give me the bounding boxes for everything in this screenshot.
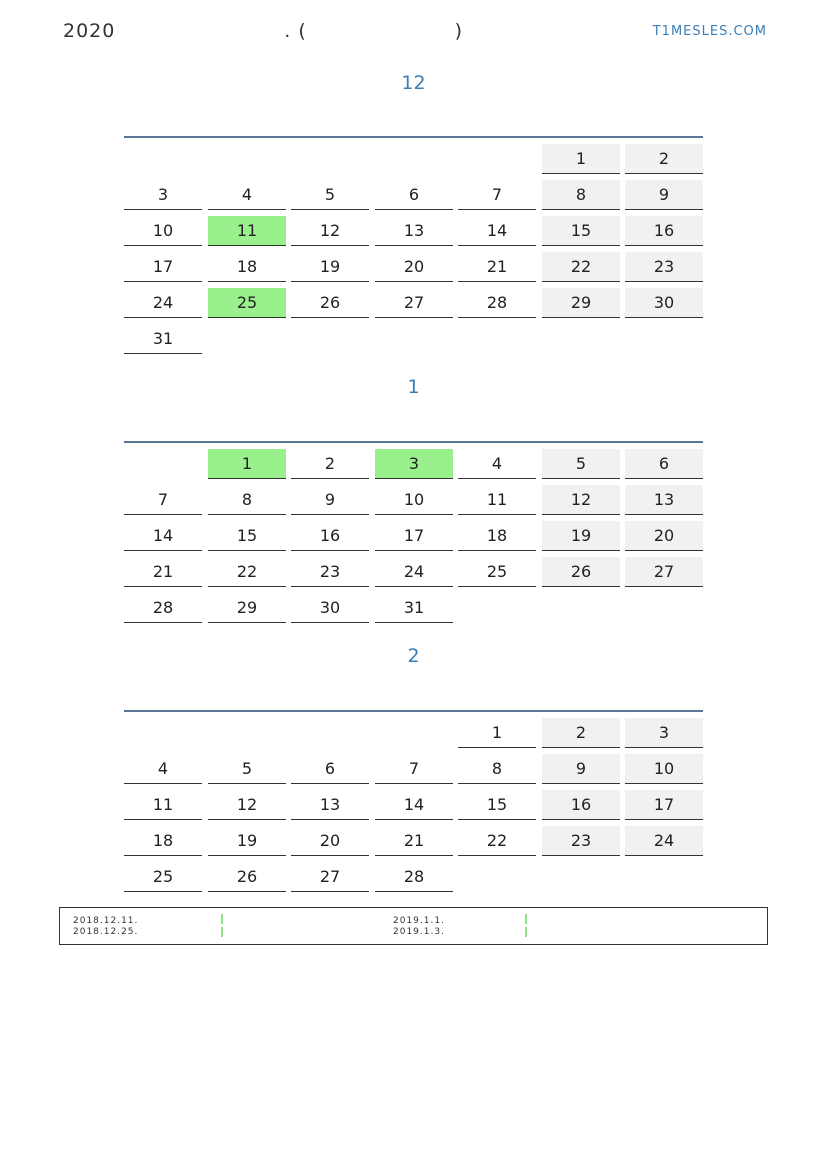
calendar-day[interactable]: 3 (625, 718, 703, 748)
calendar-day[interactable]: 4 (208, 180, 286, 210)
calendar-day[interactable]: 20 (375, 252, 453, 282)
month-title-january: 1 (407, 376, 420, 398)
calendar-day[interactable]: 30 (625, 288, 703, 318)
calendar-day[interactable]: 23 (291, 557, 369, 587)
calendar-day[interactable]: 24 (124, 288, 202, 318)
legend-holiday-marker (221, 914, 223, 924)
calendar-day[interactable]: 19 (542, 521, 620, 551)
calendar-day[interactable]: 11 (458, 485, 536, 515)
calendar-day[interactable]: 20 (625, 521, 703, 551)
calendar-day[interactable]: 10 (375, 485, 453, 515)
calendar-day[interactable]: 22 (208, 557, 286, 587)
calendar-day[interactable]: 4 (458, 449, 536, 479)
calendar-day[interactable]: 5 (542, 449, 620, 479)
calendar-day[interactable]: 28 (124, 593, 202, 623)
calendar-day[interactable]: 2 (625, 144, 703, 174)
calendar-day[interactable]: 21 (124, 557, 202, 587)
calendar-day[interactable]: 22 (542, 252, 620, 282)
calendar-day[interactable]: 15 (542, 216, 620, 246)
calendar-day[interactable]: 30 (291, 593, 369, 623)
calendar-day[interactable]: 21 (458, 252, 536, 282)
calendar-day[interactable]: 8 (542, 180, 620, 210)
calendar-day[interactable]: 23 (625, 252, 703, 282)
calendar-day[interactable]: 11 (124, 790, 202, 820)
calendar-day[interactable]: 24 (625, 826, 703, 856)
calendar-day[interactable]: 6 (625, 449, 703, 479)
page-title: 2020 . ( ) (63, 20, 464, 42)
calendar-day[interactable]: 29 (208, 593, 286, 623)
calendar-day[interactable]: 5 (291, 180, 369, 210)
calendar-day[interactable]: 27 (375, 288, 453, 318)
legend-date: 2019.1.1. (393, 916, 445, 926)
calendar-day[interactable]: 29 (542, 288, 620, 318)
calendar-day[interactable]: 13 (291, 790, 369, 820)
legend-holiday-marker (221, 927, 223, 937)
calendar-january (124, 441, 703, 628)
calendar-day[interactable]: 22 (458, 826, 536, 856)
calendar-day[interactable]: 6 (375, 180, 453, 210)
calendar-day[interactable]: 13 (625, 485, 703, 515)
legend-date: 2019.1.3. (393, 927, 445, 937)
calendar-day[interactable]: 5 (208, 754, 286, 784)
legend-date: 2018.12.25. (73, 927, 139, 937)
month-title-december: 12 (401, 72, 426, 94)
calendar-day[interactable]: 28 (375, 862, 453, 892)
calendar-day-holiday[interactable]: 1 (208, 449, 286, 479)
calendar-day[interactable]: 7 (458, 180, 536, 210)
calendar-day[interactable]: 16 (542, 790, 620, 820)
calendar-day[interactable]: 31 (124, 324, 202, 354)
calendar-day[interactable]: 18 (458, 521, 536, 551)
calendar-day[interactable]: 8 (208, 485, 286, 515)
calendar-day[interactable]: 7 (375, 754, 453, 784)
calendar-day[interactable]: 6 (291, 754, 369, 784)
legend-date: 2018.12.11. (73, 916, 139, 926)
calendar-day[interactable]: 18 (208, 252, 286, 282)
legend-holiday-marker (525, 914, 527, 924)
calendar-day[interactable]: 19 (291, 252, 369, 282)
calendar-day[interactable]: 7 (124, 485, 202, 515)
calendar-day-holiday[interactable]: 3 (375, 449, 453, 479)
calendar-day[interactable]: 14 (458, 216, 536, 246)
calendar-day[interactable]: 27 (291, 862, 369, 892)
calendar-december (124, 136, 703, 358)
calendar-day[interactable]: 3 (124, 180, 202, 210)
calendar-day[interactable]: 17 (625, 790, 703, 820)
calendar-day[interactable]: 1 (458, 718, 536, 748)
calendar-day-holiday[interactable]: 11 (208, 216, 286, 246)
calendar-day[interactable]: 15 (208, 521, 286, 551)
calendar-day[interactable]: 20 (291, 826, 369, 856)
calendar-day[interactable]: 12 (542, 485, 620, 515)
holiday-legend (59, 907, 768, 945)
calendar-day[interactable]: 8 (458, 754, 536, 784)
calendar-day[interactable]: 27 (625, 557, 703, 587)
calendar-day[interactable]: 16 (625, 216, 703, 246)
calendar-february (124, 710, 703, 897)
calendar-day[interactable]: 31 (375, 593, 453, 623)
calendar-day[interactable]: 14 (124, 521, 202, 551)
calendar-day[interactable]: 4 (124, 754, 202, 784)
calendar-day[interactable]: 16 (291, 521, 369, 551)
calendar-day[interactable]: 1 (542, 144, 620, 174)
calendar-day[interactable]: 12 (291, 216, 369, 246)
calendar-day[interactable]: 26 (291, 288, 369, 318)
calendar-day[interactable]: 17 (375, 521, 453, 551)
calendar-day[interactable]: 10 (625, 754, 703, 784)
site-link[interactable]: T1MESLES.COM (652, 24, 767, 39)
calendar-day[interactable]: 18 (124, 826, 202, 856)
calendar-day[interactable]: 28 (458, 288, 536, 318)
calendar-day[interactable]: 15 (458, 790, 536, 820)
calendar-day-holiday[interactable]: 25 (208, 288, 286, 318)
calendar-day[interactable]: 25 (458, 557, 536, 587)
calendar-day[interactable]: 24 (375, 557, 453, 587)
calendar-day[interactable]: 9 (291, 485, 369, 515)
calendar-day[interactable]: 14 (375, 790, 453, 820)
calendar-day[interactable]: 26 (542, 557, 620, 587)
calendar-day[interactable]: 10 (124, 216, 202, 246)
calendar-day[interactable]: 9 (625, 180, 703, 210)
calendar-day[interactable]: 25 (124, 862, 202, 892)
calendar-day[interactable]: 12 (208, 790, 286, 820)
month-title-february: 2 (407, 645, 420, 667)
calendar-day[interactable]: 2 (291, 449, 369, 479)
calendar-day[interactable]: 13 (375, 216, 453, 246)
calendar-day[interactable]: 23 (542, 826, 620, 856)
legend-holiday-marker (525, 927, 527, 937)
calendar-day[interactable]: 9 (542, 754, 620, 784)
calendar-day[interactable]: 19 (208, 826, 286, 856)
calendar-day[interactable]: 17 (124, 252, 202, 282)
calendar-day[interactable]: 21 (375, 826, 453, 856)
calendar-day[interactable]: 26 (208, 862, 286, 892)
calendar-day[interactable]: 2 (542, 718, 620, 748)
